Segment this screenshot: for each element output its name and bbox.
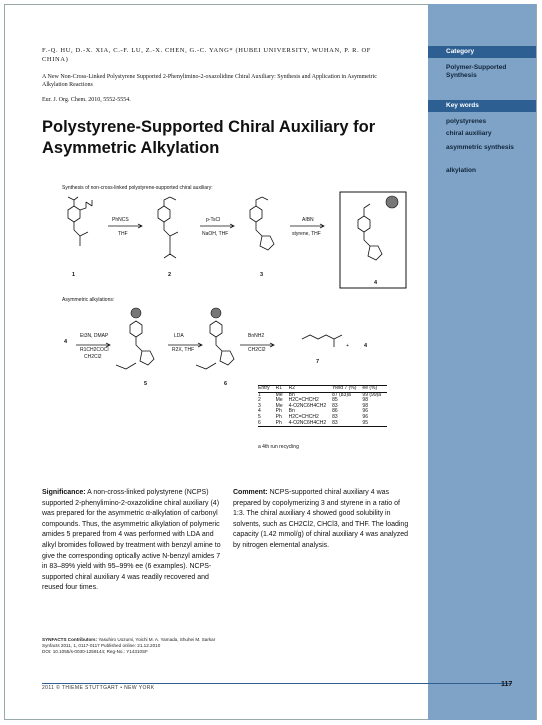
table-cell: 3 [258, 402, 261, 409]
results-table [258, 385, 387, 427]
journal-citation: Eur. J. Org. Chem. 2010, 5552-5554. [42, 97, 131, 103]
table-cell: 4 [258, 408, 261, 415]
category-value: Polymer-Supported Synthesis [446, 64, 507, 79]
table-header: Yield 7 (%) [332, 385, 357, 391]
table-header: Entry [258, 385, 270, 391]
page-title: Polystyrene-Supported Chiral Auxiliary for Asymmetric Alkylation [42, 118, 376, 157]
scheme2-label: Asymmetric alkylations: [62, 297, 115, 303]
table-cell: H2C=CHCH2 [288, 413, 319, 420]
citation-line: Synfacts 2011, 1, 0117-0117 Published online: 21.12.2010 [42, 643, 161, 649]
doi-line: DOI: 10.1055/s-0030-1259144; Reg-No.: Y14310SF [42, 649, 148, 655]
compound-3-label: 3 [260, 272, 264, 278]
table-cell: 98 [362, 402, 368, 409]
compound-5-label: 5 [144, 381, 148, 387]
scheme1-graphic [40, 190, 420, 290]
copyright: 2011 © THIEME STUTTGART • NEW YORK [42, 685, 155, 691]
table-cell: Ph [275, 419, 282, 426]
table-cell: 2 [258, 397, 261, 404]
table-row [258, 421, 387, 427]
scheme2-graphic [40, 305, 420, 390]
scheme1-step2-conditions: NaOH, THF [202, 231, 229, 237]
table-header: ee (%) [362, 385, 378, 391]
scheme2-step1-reagent: Et3N, DMAP [80, 333, 109, 339]
table-cell: 83 [332, 419, 338, 426]
table-cell: Bn [288, 408, 295, 415]
contributors-label: SYNFACTS Contributors: [42, 637, 98, 642]
keyword-1: polystyrenes [446, 118, 487, 125]
compound-6-label: 6 [224, 381, 228, 387]
keyword-2: chiral auxiliary [446, 130, 492, 137]
comment-heading: Comment: [233, 489, 268, 496]
scheme1-step1-conditions: THF [118, 231, 128, 237]
keyword-3: asymmetric synthesis [446, 144, 514, 151]
compound-2-label: 2 [168, 272, 172, 278]
significance-text: A non-cross-linked polystyrene (NCPS) supported 2-phenylimino-2-oxazolidine chiral auxiliary (4) was prepared for the asymmetric α-alkylation of carbonyl compounds. Thus, the asymmetric alkylation of polymeric amides 5 prepared from 4 was performed with LDA and alkyl bromides followed by treatment with benzyl amine to give the corresponding optically active N-benzyl amides 7 in 83–89% yield with 95–99% ee (6 examples). NCPS-supported chiral auxiliary 4 was readily recovered and reused four times. [42, 489, 221, 592]
table-cell: 83 [332, 402, 338, 409]
scheme2-start-compound: 4 [64, 339, 68, 345]
scheme2-step1-solvent: CH2Cl2 [84, 354, 102, 360]
table-cell: 85 [332, 397, 338, 404]
scheme2-step3-conditions: CH2Cl2 [248, 347, 266, 353]
scheme2-step2-reagent: LDA [174, 333, 184, 339]
table-cell: 87 (83)a [332, 391, 351, 398]
scheme2-step1-conditions: R1CH2COCl [80, 347, 109, 353]
keyword-4: alkylation [446, 167, 476, 174]
footer-info [42, 637, 215, 656]
table-cell: 6 [258, 419, 261, 426]
table-cell: 98 [362, 397, 368, 404]
table-cell: Bn [288, 391, 295, 398]
compound-7-label: 7 [316, 359, 320, 365]
scheme1-label: Synthesis of non-cross-linked polystyrene-supported chiral auxiliary: [62, 185, 213, 191]
plus-sign: + [346, 343, 349, 349]
table-header: R2 [288, 385, 296, 391]
table-cell: H2C=CHCH2 [288, 397, 319, 404]
table-footnote: a 4th run recycling [258, 444, 299, 450]
table-cell: 4-O2NC6H4CH2 [288, 402, 327, 409]
footer-divider [42, 683, 512, 684]
sidebar [428, 4, 536, 720]
table-cell: Me [275, 402, 283, 409]
comment-paragraph [233, 488, 413, 552]
table-cell: 4-O2NC6H4CH2 [288, 419, 327, 426]
table-cell: Me [275, 397, 283, 404]
scheme1-step1-reagent: PhNCS [112, 217, 129, 223]
scheme2-step2-conditions: R2X, THF [172, 347, 195, 353]
table-cell: Me [275, 391, 283, 398]
comment-text: NCPS-supported chiral auxiliary 4 was prepared by copolymerizing 3 and styrene in a ratio of 1:3. The chiral auxiliary 4 showed good solubility in solvents, such as CH2Cl2, CHCl3, and THF. The loading capacity (1.42 mmol/g) of chiral auxiliary 4 was analyzed by nitrogen elemental analysis. [233, 489, 409, 549]
article-title: A New Non-Cross-Linked Polystyrene Supported 2-Phenylimino-2-oxazolidine Chiral Auxiliary: Synthesis and Application in Asymmetric Alkylation Reactions [42, 74, 377, 88]
contributors: Yasuhiro Uozumi, Yoichi M. A. Yamada, Shuhei M. Sarkar [98, 637, 216, 642]
scheme2-step3-reagent: BnNH2 [248, 333, 265, 339]
table-cell: 95 [362, 419, 368, 426]
scheme1-step3-reagent: AIBN [302, 217, 314, 223]
scheme1-step3-conditions: styrene, THF [292, 231, 321, 237]
table-cell: 1 [258, 391, 261, 398]
table-header: R1 [275, 385, 283, 391]
table-cell: 99 (99)a [362, 391, 382, 398]
compound-4-label: 4 [374, 280, 378, 286]
recycled-compound-label: 4 [364, 343, 368, 349]
table-cell: Ph [275, 413, 282, 420]
table-cell: 96 [362, 413, 368, 420]
table-cell: Ph [275, 408, 282, 415]
significance-heading: Significance: [42, 489, 86, 496]
table-cell: 86 [332, 408, 338, 415]
table-cell: 83 [332, 413, 338, 420]
table-cell: 96 [362, 408, 368, 415]
scheme1-step2-reagent: p-TsCl [206, 217, 221, 223]
significance-paragraph [42, 488, 222, 594]
compound-1-label: 1 [72, 272, 76, 278]
table-cell: 5 [258, 413, 261, 420]
page-number: 117 [501, 681, 513, 688]
keywords-heading: Key words [428, 100, 536, 112]
authors: F.-Q. HU, D.-X. XIA, C.-F. LU, Z.-X. CHEN, G.-C. YANG* (HUBEI UNIVERSITY, WUHAN, P. R. OF CHINA) [42, 47, 372, 63]
category-heading: Category [428, 46, 536, 58]
